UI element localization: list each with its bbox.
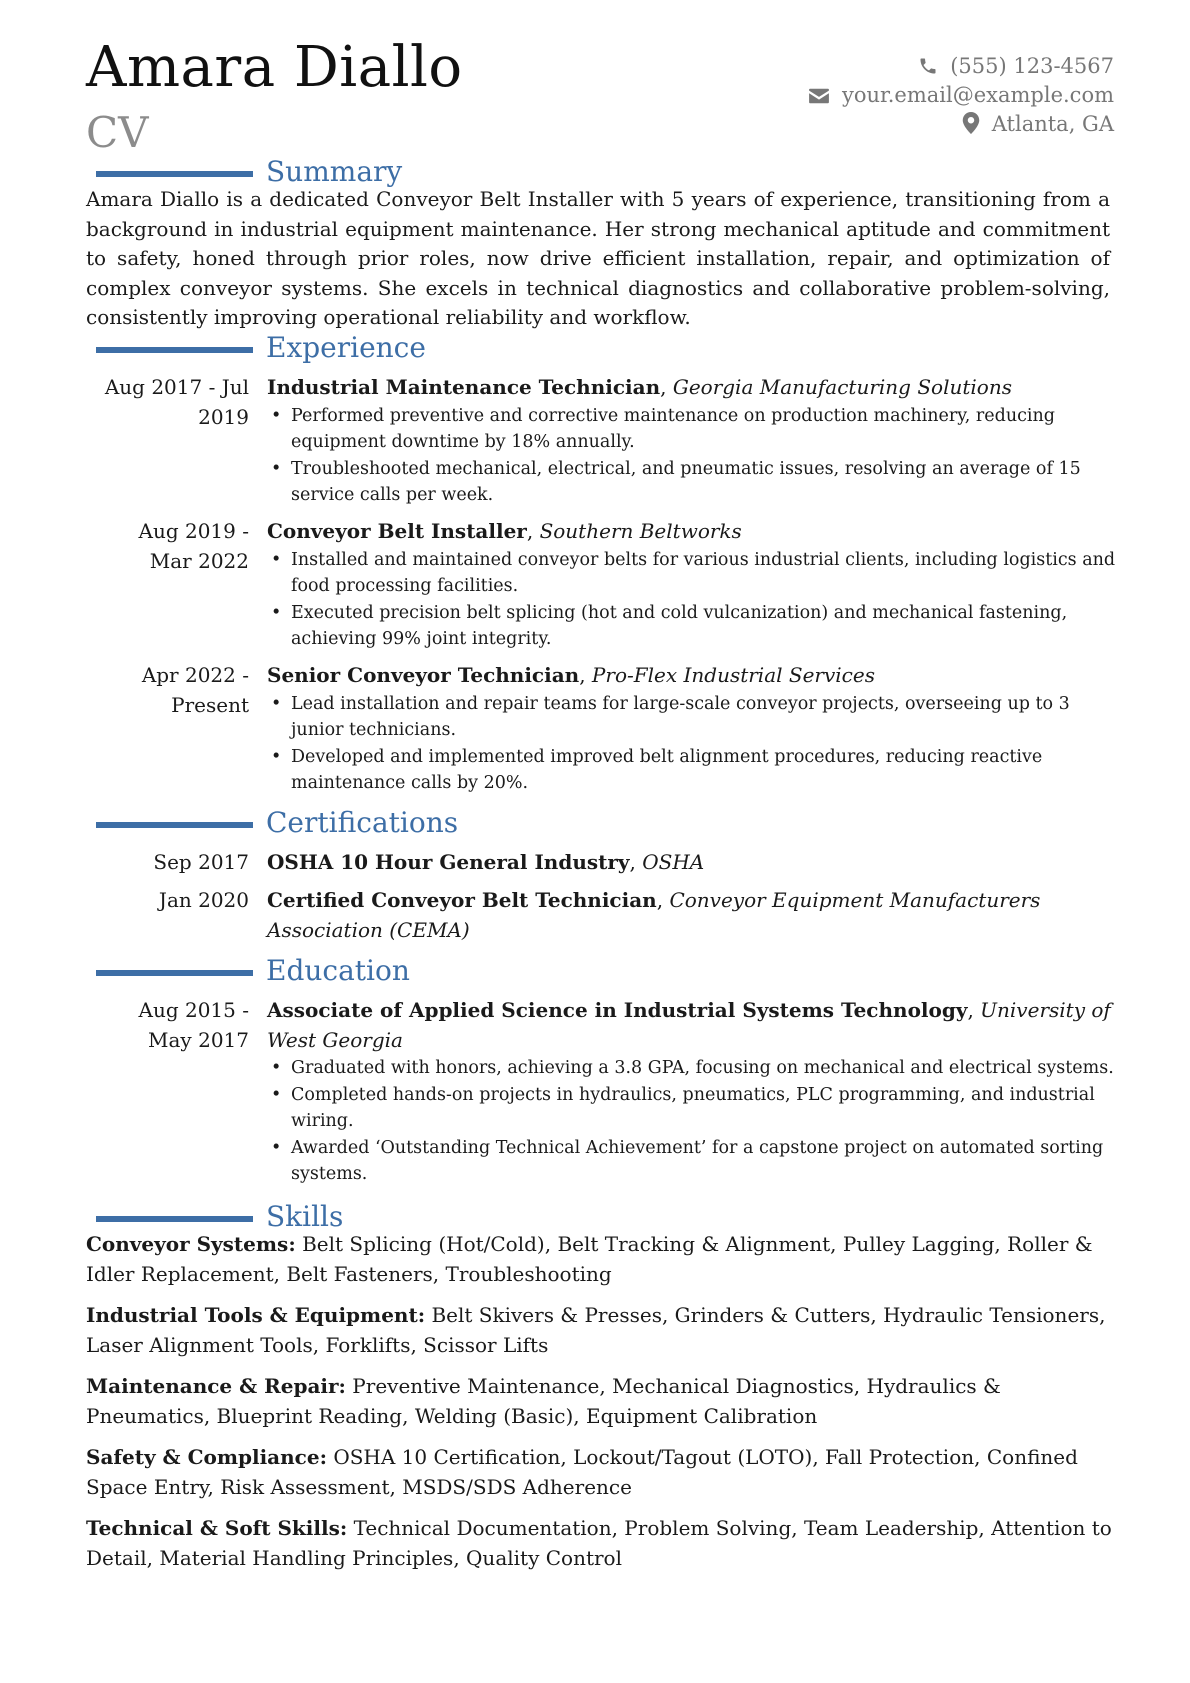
bullet-item: • Awarded ‘Outstanding Technical Achievement’ for a capstone project on automated sorting systems. [267,1135,1117,1188]
skill-group [86,1372,1114,1431]
entry-date: Aug 2015 - May 2017 [138,998,249,1052]
bullet-list [267,403,1117,509]
skill-text: Technical Documentation, Problem Solving, Team Leadership, Attention to Detail, Material Handling Principles, Quality Control [86,1516,1112,1570]
contact-phone [808,52,1114,81]
bullet-item: • Performed preventive and corrective maintenance on production machinery, reducing equipment downtime by 18% annually. [267,403,1117,456]
employer: Georgia Manufacturing Solutions [672,375,1012,399]
bullet-item: • Installed and maintained conveyor belts for various industrial clients, including logistics and food processing facilities. [267,547,1117,600]
entry-heading: Senior Conveyor Technician, Pro-Flex Industrial Services [267,663,875,687]
bullet-list [267,547,1117,653]
skill-group [86,1301,1114,1360]
entry-heading: Associate of Applied Science in Industrial Systems Technology, University of West Georgia [267,998,1111,1052]
section-title: Summary [266,155,403,188]
skill-text: Belt Skivers & Presses, Grinders & Cutters, Hydraulic Tensioners, Laser Alignment Tools, Forklifts, Scissor Lifts [86,1303,1106,1357]
skill-text: OSHA 10 Certification, Lockout/Tagout (LOTO), Fall Protection, Confined Space Entry, Risk Assessment, MSDS/SDS Adherence [86,1445,1078,1499]
skill-label: Industrial Tools & Equipment: [86,1303,426,1327]
section-rule [96,1216,253,1222]
map-pin-icon [962,112,980,134]
skill-text: Belt Splicing (Hot/Cold), Belt Tracking & Alignment, Pulley Lagging, Roller & Idler Replacement, Belt Fasteners, Troubleshooting [86,1232,1093,1286]
entry-date: Apr 2022 - Present [141,663,249,717]
employer: Southern Beltworks [539,519,742,543]
summary-paragraph: Amara Diallo is a dedicated Conveyor Belt Installer with 5 years of experience, transitioning from a background in industrial equipment maintenance. Her strong mechanical aptitude and commitment to safety, honed through prior roles, now drive efficient installation, repair, and optimization of complex conveyor systems. She excels in technical diagnostics and collaborative problem-solving, consistently improving operational reliability and workflow. [86,187,1110,329]
skill-label: Maintenance & Repair: [86,1374,346,1398]
bullet-item: • Developed and implemented improved belt alignment procedures, reducing reactive maintenance calls by 20%. [267,744,1117,797]
section-title: Education [266,954,410,987]
employer: Pro-Flex Industrial Services [591,663,875,687]
skill-label: Safety & Compliance: [86,1445,327,1469]
skill-group [86,1230,1114,1289]
section-rule [96,822,253,828]
bullet-item: • Completed hands-on projects in hydraulics, pneumatics, PLC programming, and industrial wiring. [267,1082,1117,1135]
location-text: Atlanta, GA [991,112,1114,136]
entry-heading: OSHA 10 Hour General Industry, OSHA [267,850,705,874]
bullet-list [267,691,1117,797]
bullet-list [267,1055,1117,1188]
degree-title: Associate of Applied Science in Industrial Systems Technology [267,998,968,1022]
section-rule [96,970,253,976]
section-title: Experience [266,331,426,364]
bullet-item: • Executed precision belt splicing (hot and cold vulcanization) and mechanical fastening, achieving 99% joint integrity. [267,600,1117,653]
bullet-item: • Troubleshooted mechanical, electrical, and pneumatic issues, resolving an average of 15 service calls per week. [267,456,1117,509]
envelope-icon [808,87,830,105]
phone-icon [918,56,938,76]
issuer: Conveyor Equipment Manufacturers Association (CEMA) [267,888,1041,942]
contact-block [808,52,1114,139]
bullet-item: • Lead installation and repair teams for large-scale conveyor projects, overseeing up to 3 junior technicians. [267,691,1117,744]
entry-date: Sep 2017 [153,850,249,874]
issuer: OSHA [642,850,705,874]
skill-label: Technical & Soft Skills: [86,1516,348,1540]
skill-label: Conveyor Systems: [86,1232,296,1256]
entry-date: Jan 2020 [158,888,249,912]
skill-text: Preventive Maintenance, Mechanical Diagnostics, Hydraulics & Pneumatics, Blueprint Reading, Welding (Basic), Equipment Calibration [86,1374,1001,1428]
skill-group [86,1514,1114,1573]
entry-heading: Industrial Maintenance Technician, Georgia Manufacturing Solutions [267,375,1012,399]
entry-heading: Certified Conveyor Belt Technician, Conveyor Equipment Manufacturers Association (CEMA) [267,888,1041,942]
institution: University of West Georgia [267,998,1111,1052]
certification-title: OSHA 10 Hour General Industry [267,850,630,874]
bullet-item: • Graduated with honors, achieving a 3.8 GPA, focusing on mechanical and electrical systems. [267,1055,1117,1082]
job-title: Industrial Maintenance Technician [267,375,661,399]
contact-email [808,81,1114,110]
section-rule [96,347,253,353]
phone-text: (555) 123-4567 [950,54,1114,78]
document-subtitle: CV [86,108,149,157]
section-title: Certifications [266,806,459,839]
entry-heading: Conveyor Belt Installer, Southern Beltworks [267,519,742,543]
job-title: Senior Conveyor Technician [267,663,580,687]
skills-list [86,1230,1114,1585]
skill-group [86,1443,1114,1502]
email-text: your.email@example.com [841,83,1114,107]
candidate-name: Amara Diallo [86,35,463,100]
certification-title: Certified Conveyor Belt Technician [267,888,657,912]
entry-date: Aug 2017 - Jul 2019 [104,375,249,429]
section-rule [96,171,253,177]
section-title: Skills [266,1200,344,1233]
contact-location [808,110,1114,139]
job-title: Conveyor Belt Installer [267,519,527,543]
entry-date: Aug 2019 - Mar 2022 [138,519,249,573]
